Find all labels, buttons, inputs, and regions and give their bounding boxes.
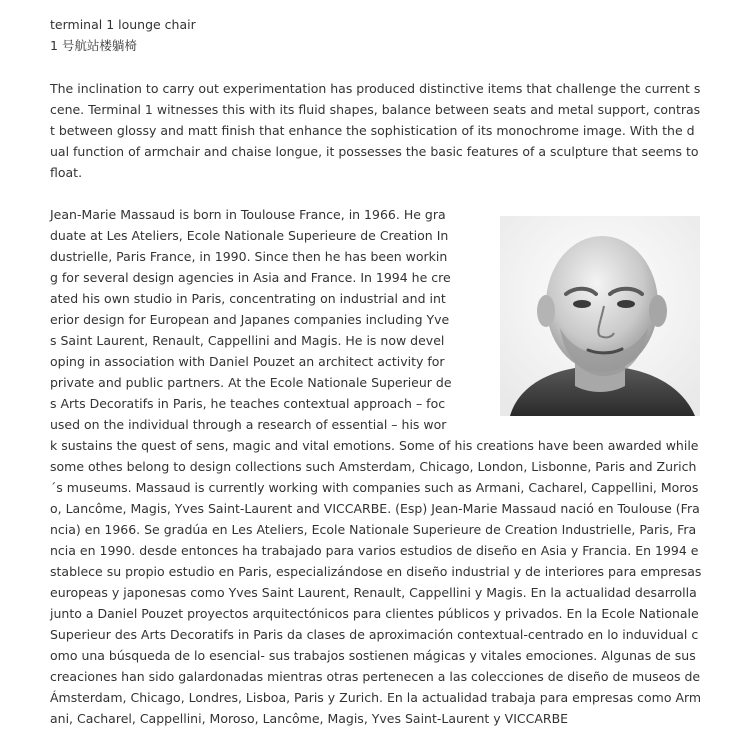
designer-bio-section bbox=[50, 204, 702, 729]
designer-bio-text: Jean-Marie Massaud is born in Toulouse France, in 1966. He graduate at Les Ateliers, Ecole Nationale Superieure de Creation Industrielle, Paris France, in 1990. Since then he has been working for several design agencies in Asia and France. In 1994 he created his own studio in Paris, concentrating on industrial and interior design for European and Japanes companies including Yves Saint Laurent, Renault, Cappellini and Magis. He is now developing in association with Daniel Pouzet an architect activity for private and public partners. At the Ecole Nationale Superieur des Arts Decoratifs in Paris, he teaches contextual approach – focused on the individual through a research of essential – his work sustains the quest of sens, magic and vital emotions. Some of his creations have been awarded while some othes belong to design collections such Amsterdam, Chicago, London, Lisbonne, Paris and Zurich´s museums. Massaud is currently working with companies such as Armani, Cacharel, Cappellini, Moroso, Lancôme, Magis, Yves Saint-Laurent and VICCARBE. (Esp) Jean-Marie Massaud nació en Toulouse (Francia) en 1966. Se gradúa en Les Ateliers, Ecole Nationale Superieure de Creation Industrielle, Paris, Francia en 1990. desde entonces ha trabajado para varios estudios de diseño en Asia y Francia. En 1994 establece su propio estudio en Paris, especializándose en diseño industrial y de interiores para empresas europeas y japonesas como Yves Saint Laurent, Renault, Cappellini y Magis. En la actualidad desarrolla junto a Daniel Pouzet proyectos arquitectónicos para clientes públicos y privados. En la Ecole Nationale Superieur des Arts Decoratifs in Paris da clases de aproximación contextual-centrado en lo induvidual como una búsqueda de lo esencial- sus trabajos sostienen mágicas y vitales emociones. Algunas de sus creaciones han sido galardonadas mientras otras pertenecen a las colecciones de diseño de museos de Ámsterdam, Chicago, Londres, Lisboa, Paris y Zurich. En la actualidad trabaja para empresas como Armani, Cacharel, Cappellini, Moroso, Lancôme, Magis, Yves Saint-Laurent y VICCARBE bbox=[50, 207, 702, 726]
product-description bbox=[50, 14, 702, 729]
intro-paragraph: The inclination to carry out experimentation has produced distinctive items that challenge the current scene. Terminal 1 witnesses this with its fluid shapes, balance between seats and metal support, contrast between glossy and matt finish that enhance the sophistication of its monochrome image. With the dual function of armchair and chaise longue, it possesses the basic features of a sculpture that seems to float. bbox=[50, 81, 701, 180]
product-title-cn: 1 号航站楼躺椅 bbox=[50, 38, 137, 53]
product-title-en: terminal 1 lounge chair bbox=[50, 17, 196, 32]
designer-portrait-image bbox=[500, 216, 700, 416]
designer-portrait bbox=[500, 216, 700, 416]
